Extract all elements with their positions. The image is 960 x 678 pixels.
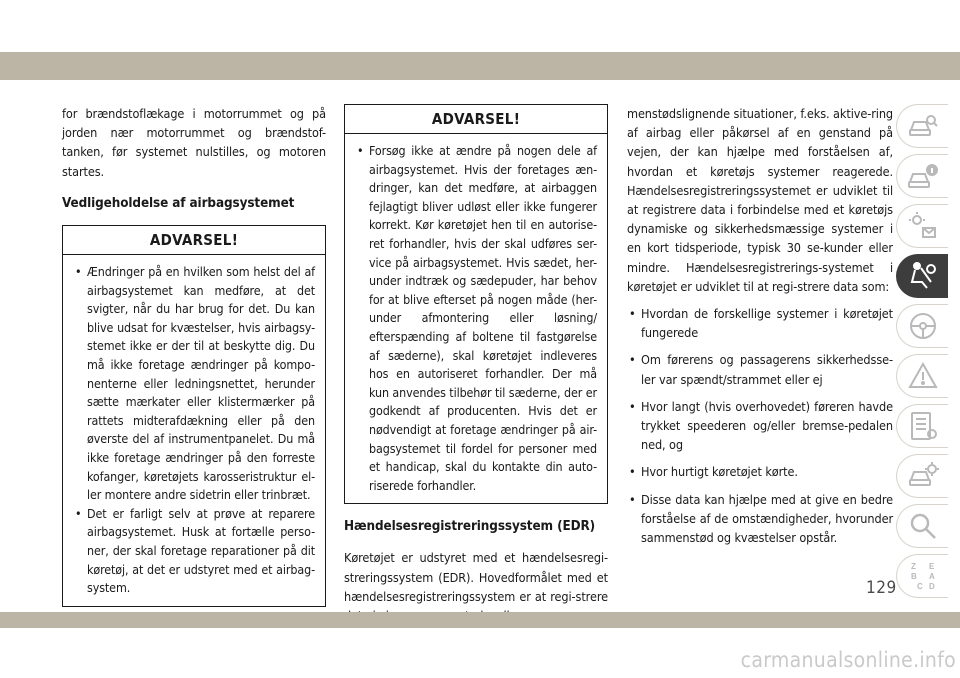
column-2 — [344, 104, 608, 625]
warning-item: • Det er farligt selv at prøve at reparere airbagsystemet. Husk at fortælle perso-ner, der skal foretage reparationer på dit køretøj, at det er udstyret med et airbag-system. — [73, 505, 315, 598]
edr-data-list — [627, 304, 893, 547]
steering-wheel-icon — [907, 310, 939, 342]
list-item: • Om førerens og passagerens sikkerhedsse-ler var spændt/strammet eller ej — [627, 350, 893, 388]
warning-triangle-icon — [907, 360, 939, 392]
edr-paragraph-continued: menstødslignende situationer, f.eks. aktive-ring af airbag eller påkørsel af en genstand på vejen, der kan hjælpe med forståelsen af, hvordan et køretøjs systemer reagerede. Hændelsesregistreringssystemet er udviklet til at registrere data i forbindelse med et køretøjs dynamiske og sikkerhedsmæssige systemer i en kort tidsperiode, typisk 30 se-kunder eller mindre. Hændelsesregistrerings-systemet i køretøjet er udviklet til at regi-strere data som: — [627, 106, 893, 294]
section-title-airbag-maintenance: Vedligeholdelse af airbagsystemet — [62, 195, 295, 211]
top-decorative-band — [0, 52, 960, 80]
tab-car-info[interactable] — [896, 154, 948, 198]
tab-specifications[interactable] — [896, 454, 948, 498]
column-1 — [62, 104, 326, 617]
maintenance-list-icon — [907, 410, 939, 442]
tab-car-search[interactable] — [896, 104, 948, 148]
search-icon — [907, 510, 939, 542]
bottom-decorative-band — [0, 612, 960, 628]
column-3 — [627, 104, 893, 547]
watermark: carmanualsonline.info — [740, 648, 956, 672]
tab-index[interactable] — [896, 554, 948, 598]
index-letter: D — [928, 582, 935, 591]
dashboard-lights-icon — [907, 210, 939, 242]
warning-item: • Ændringer på en hvilken som helst del af airbagsystemet kan medføre, at det svigter, når du har brug for det. Du kan blive udsat for kvæstelser, hvis airbagsy-stemet ikke er der til at beskytte dig. Du må ikke foretage ændringer på kompo-nenterne eller ledningsnettet, herunder sætte mærkater eller klistermærker på rattets midterafdækning eller på den øverste del af instrumentpanelet. Du må ikke foretage ændringer på den forreste kofanger, køretøjets karosseristruktur el-ler montere andre sidetrin eller trinbræt. — [73, 263, 315, 505]
edr-paragraph: Køretøjet er udstyret med et hændelsesregi-streringssystem (EDR). Hovedformålet med et hændelsesregistreringssystem er at regi-strere — [344, 550, 608, 604]
index-letter: A — [928, 572, 935, 581]
warning-title: ADVARSEL! — [63, 226, 325, 255]
list-item: • Disse data kan hjælpe med at give en bedre forståelse af de omstændigheder, hvorunder sammenstød og kvæstelser opstår. — [627, 490, 893, 548]
section-title-edr: Hændelsesregistreringssystem (EDR) — [344, 519, 596, 535]
index-letter: E — [928, 562, 934, 571]
list-item: • Hvor hurtigt køretøjet kørte. — [627, 462, 893, 481]
intro-paragraph: for brændstoflækage i motorrummet og på jorden nær motorrummet og brændstof-tanken, før systemet nulstilles, og motoren startes. — [62, 106, 326, 179]
warning-box-2 — [344, 104, 608, 504]
index-letter: Z — [910, 562, 916, 571]
index-letter: C — [916, 582, 923, 591]
index-icon — [907, 560, 939, 592]
warning-title: ADVARSEL! — [345, 105, 607, 134]
list-item: • Hvordan de forskellige systemer i køretøjet fungerede — [627, 304, 893, 342]
airbag-seat-icon — [907, 260, 939, 292]
warning-list — [355, 142, 597, 495]
warning-body — [345, 134, 607, 503]
tab-dashboard-lights[interactable] — [896, 204, 948, 248]
tab-search[interactable] — [896, 504, 948, 548]
tab-maintenance-list[interactable] — [896, 404, 948, 448]
specifications-icon — [907, 460, 939, 492]
warning-body — [63, 255, 325, 606]
warning-box-1 — [62, 225, 326, 607]
index-letter: B — [910, 572, 917, 581]
page-number: 129 — [866, 578, 897, 598]
tab-steering-wheel[interactable] — [896, 304, 948, 348]
tab-warning-triangle[interactable] — [896, 354, 948, 398]
chapter-tabs — [896, 104, 948, 604]
warning-item: • Forsøg ikke at ændre på nogen dele af airbagsystemet. Hvis der foretages æn-dringer, kan det medføre, at airbaggen fejlagtigt bliver udløst eller ikke fungerer korrekt. Kør køretøjet hen til en autorise-ret forhandler, hvis der skal udføres ser-vice på airbagsystemet. Hvis sædet, her-under indtræk og sædepuder, har behov for at blive efterset på nogen måde (her-under afmontering eller løsning/ efterspænding af boltene til fastgørelse af sæderne), skal køretøjet indleveres hos en autoriseret forhandler. Der må kun anvendes tilbehør til sæderne, der er godkendt af producenten. Hvis det er nødvendigt at foretage ændringer på air-bagsystemet til fordel for personer med et handicap, skal du kontakte din auto-riserede forhandler. — [355, 142, 597, 495]
tab-airbag-seat[interactable] — [896, 254, 948, 298]
car-search-icon — [907, 110, 939, 142]
car-info-icon — [907, 160, 939, 192]
warning-list — [73, 263, 315, 598]
list-item: • Hvor langt (hvis overhovedet) føreren havde trykket speederen og/eller bremse-pedalen ned, og — [627, 397, 893, 455]
